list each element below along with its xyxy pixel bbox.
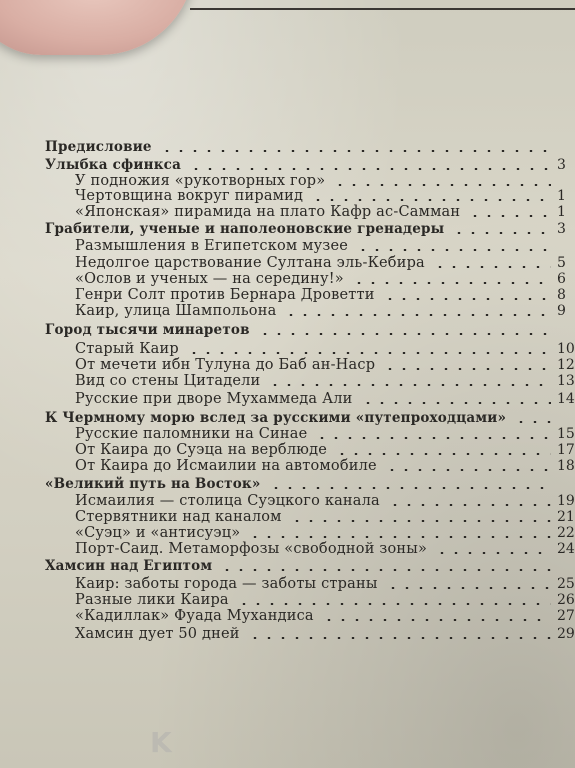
toc-page-number: 6	[557, 271, 566, 287]
toc-page-number: 12	[557, 357, 575, 373]
toc-entry-title: От Каира до Суэца на верблюде	[75, 442, 327, 458]
toc-page-number: 10	[557, 341, 575, 357]
toc-entry	[75, 539, 575, 557]
toc-page-number: 21	[557, 509, 575, 525]
dot-leader	[361, 402, 551, 404]
toc-entry-title: Улыбка сфинкса	[45, 157, 182, 173]
toc-page-number: 8	[557, 287, 566, 303]
toc-entry	[75, 301, 575, 319]
toc-entry-title: Стервятники над каналом	[75, 509, 282, 525]
dot-leader	[248, 637, 551, 639]
toc-entry-title: К Чермному морю вслед за русскими «путепроходцами»	[45, 410, 507, 426]
toc-page-number: 15	[557, 426, 575, 442]
toc-entry-title: Русские паломники на Синае	[75, 426, 308, 442]
dot-leader	[386, 587, 551, 589]
toc-page-number: 22	[557, 525, 575, 541]
toc-entry-title: Чертовщина вокруг пирамид	[75, 188, 304, 204]
toc-entry-title: Старый Каир	[75, 341, 179, 357]
toc-entry-title: Хамсин дует 50 дней	[75, 626, 240, 642]
toc-page-number: 27	[557, 608, 575, 624]
toc-page-number: 1	[557, 188, 566, 204]
dot-leader	[258, 333, 551, 335]
toc-entry-title: Разные лики Каира	[75, 592, 229, 608]
toc-page-number: 18	[557, 458, 575, 474]
toc-entry	[75, 456, 575, 474]
toc-page-number: 26	[557, 592, 575, 608]
toc-entry	[75, 389, 575, 407]
dot-leader	[383, 298, 551, 300]
toc-page-number: 14	[557, 391, 575, 407]
toc-entry-title: Генри Солт против Бернара Дроветти	[75, 287, 375, 303]
toc-chapter	[45, 556, 575, 574]
dot-leader	[315, 437, 551, 439]
toc-entry-title: «Ослов и ученых — на середину!»	[75, 271, 344, 287]
toc-entry-title: У подножия «рукотворных гор»	[75, 173, 326, 189]
dot-leader	[290, 520, 551, 522]
toc-entry-title: Вид со стены Цитадели	[75, 373, 261, 389]
dot-leader	[335, 453, 551, 455]
toc-page-number: 5	[557, 255, 566, 271]
toc-entry	[75, 202, 575, 220]
toc-entry-title: «Кадиллак» Фуада Мухандиса	[75, 608, 314, 624]
toc-entry	[75, 606, 575, 624]
toc-entry-title: «Японская» пирамида на плато Кафр ас-Самман	[75, 204, 461, 220]
toc-page-number: 24	[557, 541, 575, 557]
toc-entry	[75, 624, 575, 642]
toc-entry-title: От мечети ибн Тулуна до Баб ан-Наср	[75, 357, 376, 373]
toc-entry-title: Порт-Саид. Метаморфозы «свободной зоны»	[75, 541, 428, 557]
toc-chapter	[45, 320, 575, 338]
toc-entry-title: Недолгое царствование Султана эль-Кебира	[75, 255, 425, 271]
toc-page-number: 13	[557, 373, 575, 389]
toc-chapter	[45, 219, 575, 237]
dot-leader	[514, 421, 551, 423]
dot-leader	[388, 504, 551, 506]
dot-leader	[452, 232, 551, 234]
toc-entry-title: «Суэц» и «антисуэц»	[75, 525, 241, 541]
dot-leader	[187, 352, 551, 354]
dot-leader	[311, 199, 551, 201]
dot-leader	[433, 266, 551, 268]
dot-leader	[248, 536, 551, 538]
dot-leader	[269, 487, 551, 489]
toc-entry-title: Размышления в Египетском музее	[75, 238, 349, 254]
toc-entry-title: Предисловие	[45, 139, 152, 155]
toc-entry	[75, 371, 575, 389]
watermark-k: K	[150, 726, 172, 759]
dot-leader	[322, 619, 551, 621]
toc-page-number: 17	[557, 442, 575, 458]
dot-leader	[189, 168, 551, 170]
toc-chapter	[45, 137, 575, 155]
toc-page-number: 29	[557, 626, 575, 642]
dot-leader	[435, 552, 551, 554]
toc-page-number: 1	[557, 204, 566, 220]
dot-leader	[160, 150, 551, 152]
toc-entry-title: От Каира до Исмаилии на автомобиле	[75, 458, 377, 474]
toc-entry-title: Каир: заботы города — заботы страны	[75, 576, 378, 592]
dot-leader	[237, 603, 551, 605]
dot-leader	[220, 569, 551, 571]
dot-leader	[352, 282, 551, 284]
toc-entry-title: Город тысячи минаретов	[45, 322, 250, 338]
toc-entry-title: Русские при дворе Мухаммеда Али	[75, 391, 353, 407]
toc-entry-title: Исмаилия — столица Суэцкого канала	[75, 493, 380, 509]
toc-entry-title: Грабители, ученые и наполеоновские гренадеры	[45, 221, 445, 237]
dot-leader	[385, 469, 551, 471]
toc-entry	[75, 236, 575, 254]
dot-leader	[383, 368, 551, 370]
toc-page-number: 19	[557, 493, 575, 509]
toc-page-number: 3	[557, 157, 566, 173]
dot-leader	[284, 314, 551, 316]
toc-entry-title: Хамсин над Египтом	[45, 558, 213, 574]
toc-chapter	[45, 474, 575, 492]
toc-entry-title: «Великий путь на Восток»	[45, 476, 261, 492]
toc-page-number: 9	[557, 303, 566, 319]
toc-page-number: 3	[557, 221, 566, 237]
dot-leader	[356, 249, 551, 251]
toc-entry-title: Каир, улица Шампольона	[75, 303, 277, 319]
dot-leader	[268, 384, 551, 386]
toc-page-number: 25	[557, 576, 575, 592]
dot-leader	[468, 215, 551, 217]
